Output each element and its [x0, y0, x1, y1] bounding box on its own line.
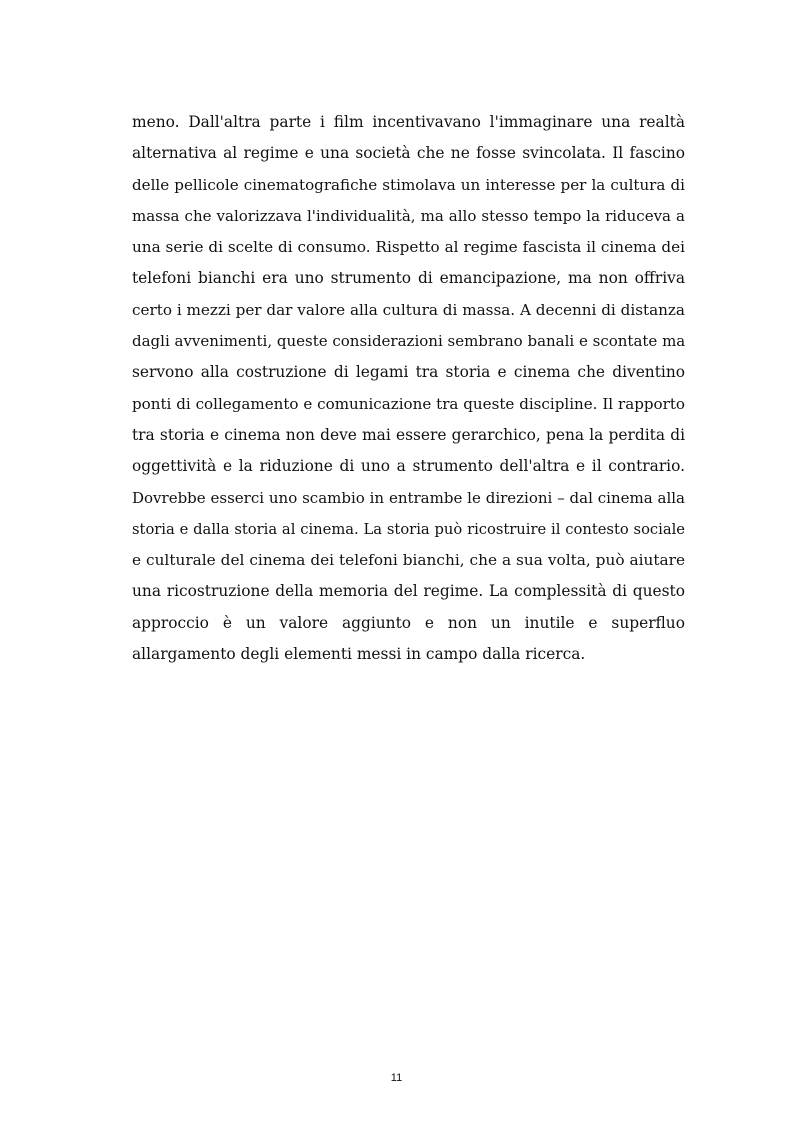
paragraph-line: una serie di scelte di consumo. Rispetto al regime fascista il cinema dei	[132, 238, 685, 257]
paragraph-line: dagli avvenimenti, queste considerazioni sembrano banali e scontate ma	[132, 332, 686, 351]
paragraph-line: ponti di collegamento e comunicazione tra queste discipline. Il rapporto	[132, 394, 685, 413]
paragraph-line: storia e dalla storia al cinema. La storia può ricostruire il contesto sociale	[132, 520, 685, 538]
paragraph-line: massa che valorizzava l'individualità, ma allo stesso tempo la riduceva a	[132, 206, 685, 225]
paragraph-line: servono alla costruzione di legami tra storia e cinema che diventino	[132, 363, 685, 382]
paragraph-line: e culturale del cinema dei telefoni bianchi, che a sua volta, può aiutare	[132, 551, 685, 570]
paragraph-line: tra storia e cinema non deve mai essere gerarchico, pena la perdita di	[132, 425, 685, 444]
paragraph-line: Dovrebbe esserci uno scambio in entrambe le direzioni – dal cinema alla	[132, 488, 685, 507]
paragraph-line: telefoni bianchi era uno strumento di emancipazione, ma non offriva	[132, 269, 685, 288]
paragraph-line: alternativa al regime e una società che ne fosse svincolata. Il fascino	[132, 144, 685, 163]
paragraph-line: meno. Dall'altra parte i film incentivavano l'immaginare una realtà	[132, 113, 685, 131]
paragraph-last-line: allargamento degli elementi messi in campo dalla ricerca.	[132, 645, 586, 664]
page-number: 11	[390, 1072, 403, 1084]
paragraph-line: certo i mezzi per dar valore alla cultura di massa. A decenni di distanza	[132, 300, 685, 319]
paragraph-line: delle pellicole cinematografiche stimolava un interesse per la cultura di	[132, 175, 685, 194]
body-paragraph	[132, 107, 685, 670]
paragraph-line: una ricostruzione della memoria del regime. La complessità di questo	[132, 582, 685, 601]
paragraph-line: oggettività e la riduzione di uno a strumento dell'altra e il contrario.	[132, 457, 685, 476]
paragraph-line: approccio è un valore aggiunto e non un inutile e superfluo	[132, 613, 685, 632]
